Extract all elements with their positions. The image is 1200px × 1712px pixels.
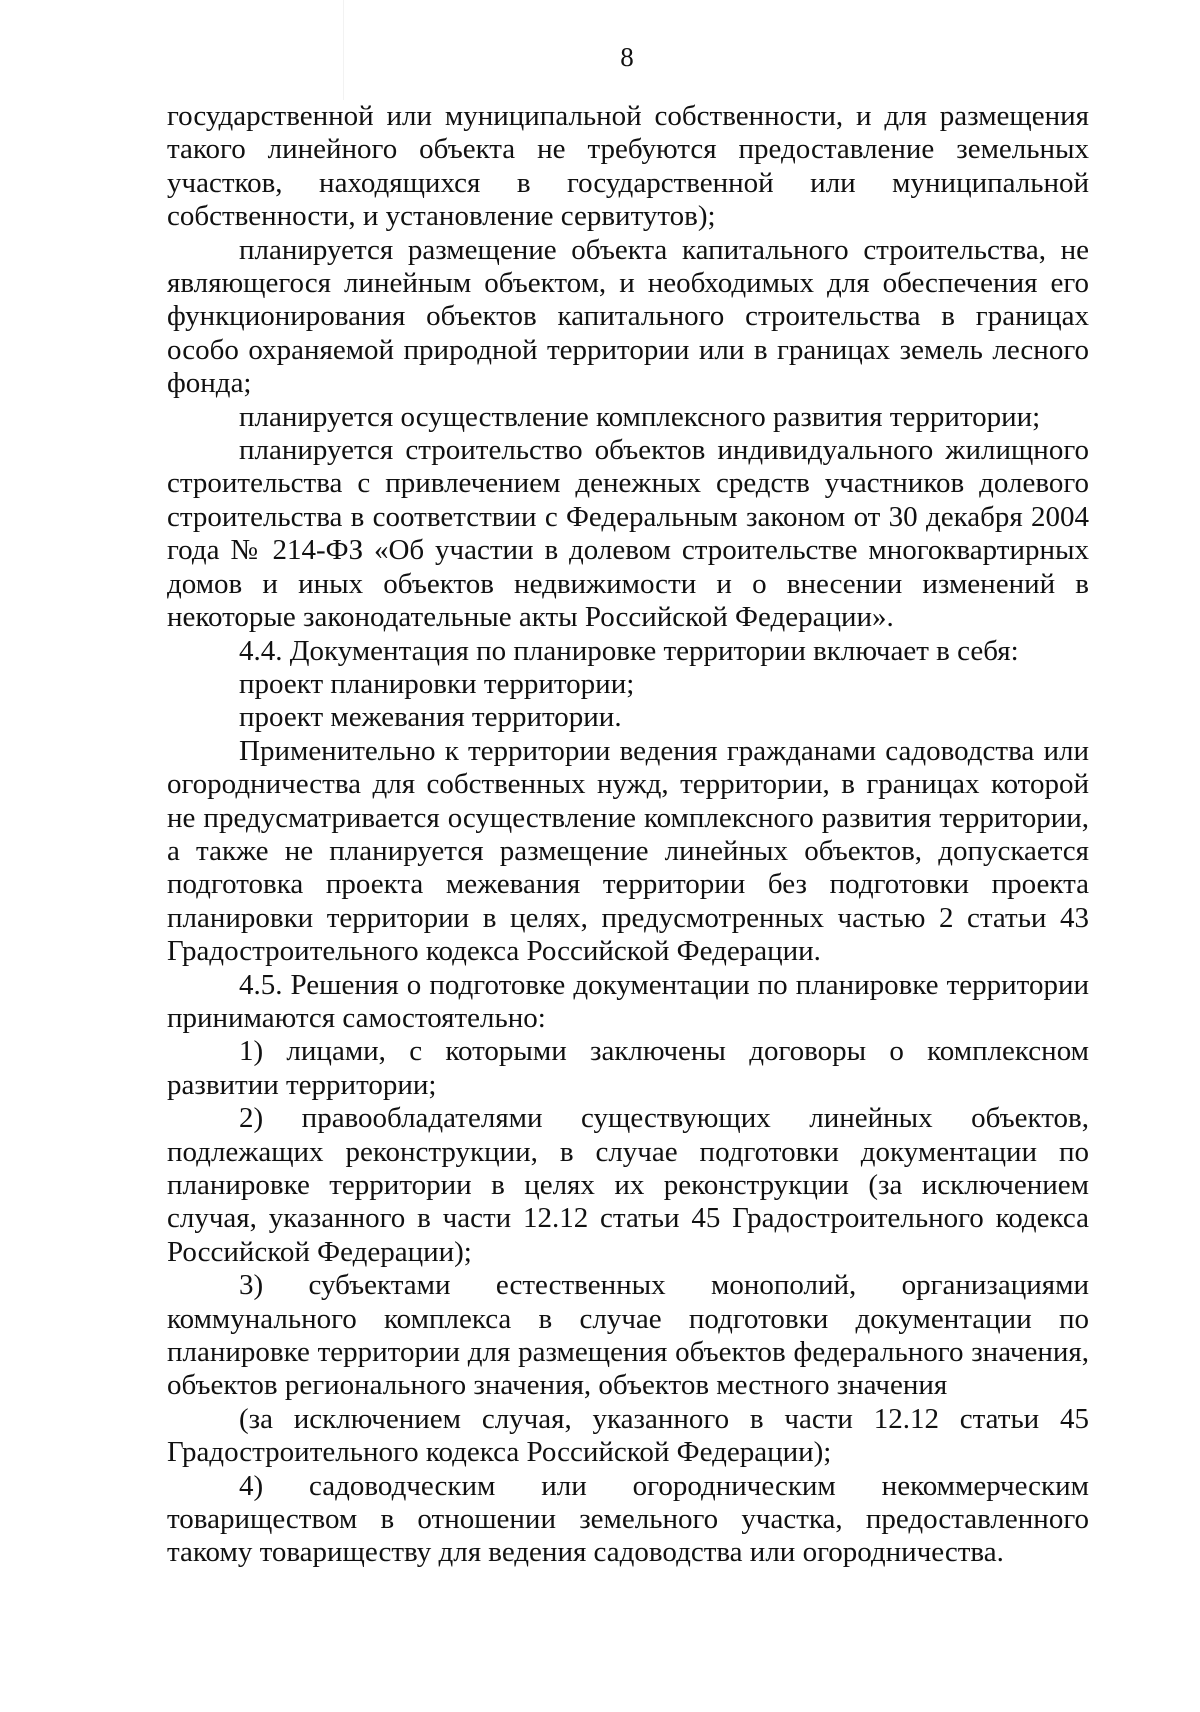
paragraph-section-4-5: 4.5. Решения о подготовке документации по планировке территории принимаются самостоятельно: — [167, 968, 1089, 1034]
list-item-4: 4) садоводческим или огородническим некоммерческим товариществом в отношении земельного участка, предоставленного такому товариществу для ведения садоводства или огородничества. — [167, 1469, 1089, 1569]
paragraph-gardening-territory: Применительно к территории ведения гражданами садоводства или огородничества для собственных нужд, территории, в границах которой не предусматривается осуществление комплексного развития территории, а также не планируется размещение линейных объектов, допускается подготовка проекта межевания территории без подготовки проекта планировки территории в целях, предусмотренных частью 2 статьи 43 Градостроительного кодекса Российской Федерации. — [167, 734, 1089, 968]
page-number: 8 — [620, 42, 634, 72]
list-item-2: 2) правообладателями существующих линейных объектов, подлежащих реконструкции, в случае подготовки документации по планировке территории в целях их реконструкции (за исключением случая, указанного в части 12.12 статьи 45 Градостроительного кодекса Российской Федерации); — [167, 1102, 1089, 1268]
paragraph-individual-housing: планируется строительство объектов индивидуального жилищного строительства с привлечением денежных средств участников долевого строительства в соответствии с Федеральным законом от 30 декабря 2004 года № 214-ФЗ «Об участии в долевом строительстве многоквартирных домов и иных объектов недвижимости и о внесении изменений в некоторые законодательные акты Российской Федерации». — [167, 434, 1089, 634]
list-item-1: 1) лицами, с которыми заключены договоры о комплексном развитии территории; — [167, 1035, 1089, 1101]
paragraph-complex-development: планируется осуществление комплексного развития территории; — [239, 400, 1041, 433]
paragraph-planning-project: проект планировки территории; — [239, 667, 635, 700]
paragraph-surveying-project: проект межевания территории. — [239, 701, 622, 734]
list-item-3-continuation: (за исключением случая, указанного в части 12.12 статьи 45 Градостроительного кодекса Российской Федерации); — [167, 1402, 1089, 1469]
paragraph-continuation: государственной или муниципальной собственности, и для размещения такого линейного объекта не требуются предоставление земельных участков, находящихся в государственной или муниципальной собственности, и установление сервитутов); — [167, 100, 1089, 233]
document-body — [167, 100, 1089, 1570]
paragraph-capital-construction: планируется размещение объекта капитального строительства, не являющегося линейным объектом, и необходимых для обеспечения его функционирования объектов капитального строительства в границах особо охраняемой природной территории или в границах земель лесного фонда; — [167, 233, 1089, 400]
list-item-3: 3) субъектами естественных монополий, организациями коммунального комплекса в случае подготовки документации по планировке территории для размещения объектов федерального значения, объектов регионального значения, объектов местного значения — [167, 1269, 1089, 1402]
paragraph-section-4-4: 4.4. Документация по планировке территории включает в себя: — [239, 634, 1019, 667]
